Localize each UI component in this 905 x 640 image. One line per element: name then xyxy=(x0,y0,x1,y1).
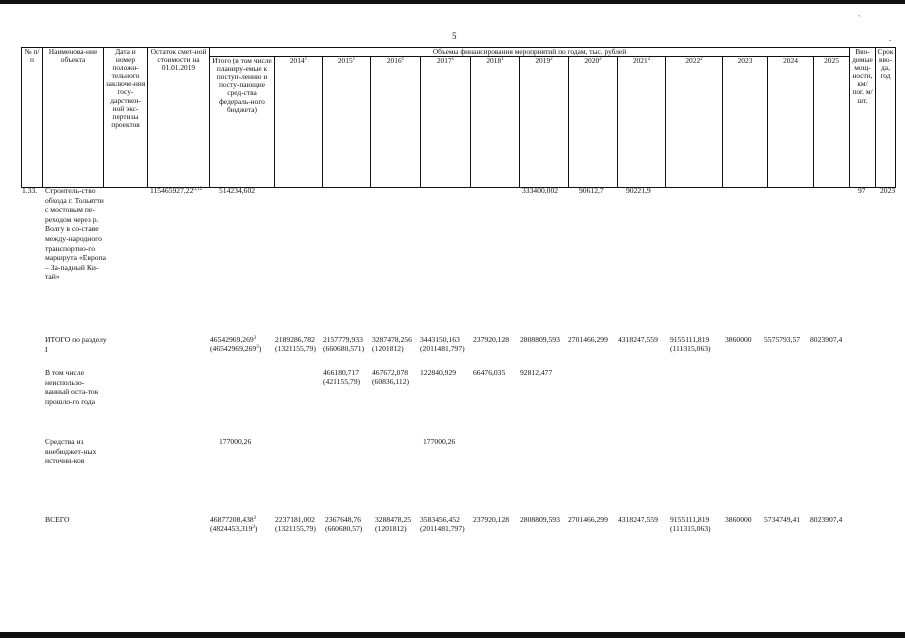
vsego-2015: 2367648,76 (660680,57) xyxy=(325,515,363,534)
header-year: 2017$^1$ xyxy=(421,57,471,188)
extra-label: Средства из внебюджет-ных источни-ков xyxy=(45,437,97,466)
row-name: Строитель-ство обхода г. Тольятти с мостовым пе-реходом через р. Волгу в со-ставе между-народного транспортно-го маршрута «Европа – За-падный Ки-тай» xyxy=(45,186,106,282)
itogo-2016: 3287478,256 (1201812) xyxy=(372,335,412,354)
unused-2015: 466180,717 (421155,79) xyxy=(323,368,361,387)
unused-2018: 66476,035 xyxy=(473,368,506,377)
header-capacity: Вво-димые мощ-ности, км/ пог. м/шт. xyxy=(850,48,876,188)
table-header xyxy=(21,47,896,188)
header-deadline: Срок вво-да, год xyxy=(876,48,896,188)
header-year: 2023 xyxy=(723,57,768,188)
vsego-2017: 3583456,452 (2011481,797) xyxy=(420,515,465,534)
vsego-2021: 4318247,559 xyxy=(618,515,658,524)
row-total: 514234,602 xyxy=(219,186,256,195)
row-2020: 90612,7 xyxy=(579,186,604,195)
header-financing: Объемы финансирования мероприятий по годам, тыс. рублей xyxy=(210,48,850,57)
header-year: 2016$^1$ xyxy=(371,57,421,188)
itogo-2021: 4318247,559 xyxy=(618,335,658,344)
itogo-2014: 2189286,782 (1321155,79) xyxy=(275,335,316,354)
row-capacity: 97 xyxy=(858,186,866,195)
itogo-2020: 2701466,299 xyxy=(568,335,608,344)
row-deadline: 2023 xyxy=(880,186,896,195)
itogo-2025: 8023907,4 xyxy=(810,335,843,344)
vsego-2025: 8023907,4 xyxy=(810,515,843,524)
itogo-2024: 5575793,57 xyxy=(764,335,801,344)
vsego-2020: 2701466,299 xyxy=(568,515,608,524)
header-year: 2019$^2$ xyxy=(520,57,569,188)
page-number: 5 xyxy=(452,31,457,41)
bottom-border xyxy=(0,632,905,638)
header-year: 2018$^1$ xyxy=(471,57,520,188)
header-year: 2021$^2$ xyxy=(618,57,666,188)
unused-2019: 92812,477 xyxy=(520,368,553,377)
vsego-total: 46877208,438$^3$ (4824453,319$^3$) xyxy=(210,515,258,534)
header-year: 2014$^1$ xyxy=(275,57,323,188)
extra-2017: 177000,26 xyxy=(423,437,456,446)
itogo-total: 46542969,269$^3$ (46542969,269$^3$) xyxy=(210,335,262,354)
top-border xyxy=(0,0,905,4)
header-year: 2015$^1$ xyxy=(323,57,371,188)
itogo-2019: 2808809,593 xyxy=(520,335,560,344)
row-2021: 90221,9 xyxy=(626,186,651,195)
itogo-2022: 9155111,819 (111315,063) xyxy=(670,335,711,354)
corner-mark: ` xyxy=(858,14,861,23)
itogo-2018: 237920,128 xyxy=(473,335,510,344)
header-year: 2020$^2$ xyxy=(569,57,618,188)
vsego-2018: 237920,128 xyxy=(473,515,510,524)
itogo-2023: 3860000 xyxy=(725,335,752,344)
vsego-label: ВСЕГО xyxy=(45,515,70,524)
header-name: Наименова-ние объекта xyxy=(43,48,104,188)
vsego-2019: 2808809,593 xyxy=(520,515,560,524)
row-remainder: 115465927,22$^{6,12}$ xyxy=(150,186,203,195)
itogo-label: ИТОГО по разделу I xyxy=(45,335,107,354)
header-year: 2022$^2$ xyxy=(666,57,723,188)
row-num: 1.33. xyxy=(22,186,38,195)
vsego-2023: 3860000 xyxy=(725,515,752,524)
row-2019: 333400,002 xyxy=(522,186,559,195)
vsego-2016: 3288478,25 (1201812) xyxy=(375,515,412,534)
header-remainder: Остаток смет-ной стоимости на 01.01.2019 xyxy=(148,48,210,188)
unused-2016: 467672,078 (60836,112) xyxy=(372,368,410,387)
header-date: Дата и номер положи-тельного заключе-ния госу-дарствен-ной экс-пертизы проектов xyxy=(104,48,148,188)
extra-total: 177000,26 xyxy=(219,437,252,446)
header-year: 2024 xyxy=(768,57,814,188)
vsego-2022: 9155111,819 (111315,063) xyxy=(670,515,711,534)
header-year: 2025 xyxy=(814,57,850,188)
itogo-2015: 2157779,933 (660680,571) xyxy=(323,335,365,354)
unused-2017: 122840,929 xyxy=(420,368,457,377)
unused-label: В том числе неиспользо-ванный оста-ток прошло-го года xyxy=(45,368,99,406)
itogo-2017: 3443150,163 (2011481,797) xyxy=(420,335,465,354)
vsego-2014: 2237181,002 (1321155,79) xyxy=(275,515,316,534)
corner-mark: . xyxy=(889,34,891,43)
vsego-2024: 5734749,41 xyxy=(764,515,801,524)
header-num: № п/п xyxy=(22,48,43,188)
header-total: Итого (в том числе планиру-емые к поступ-лению и посту-пающие сред-ства федераль-ного бюджета) xyxy=(210,57,275,188)
